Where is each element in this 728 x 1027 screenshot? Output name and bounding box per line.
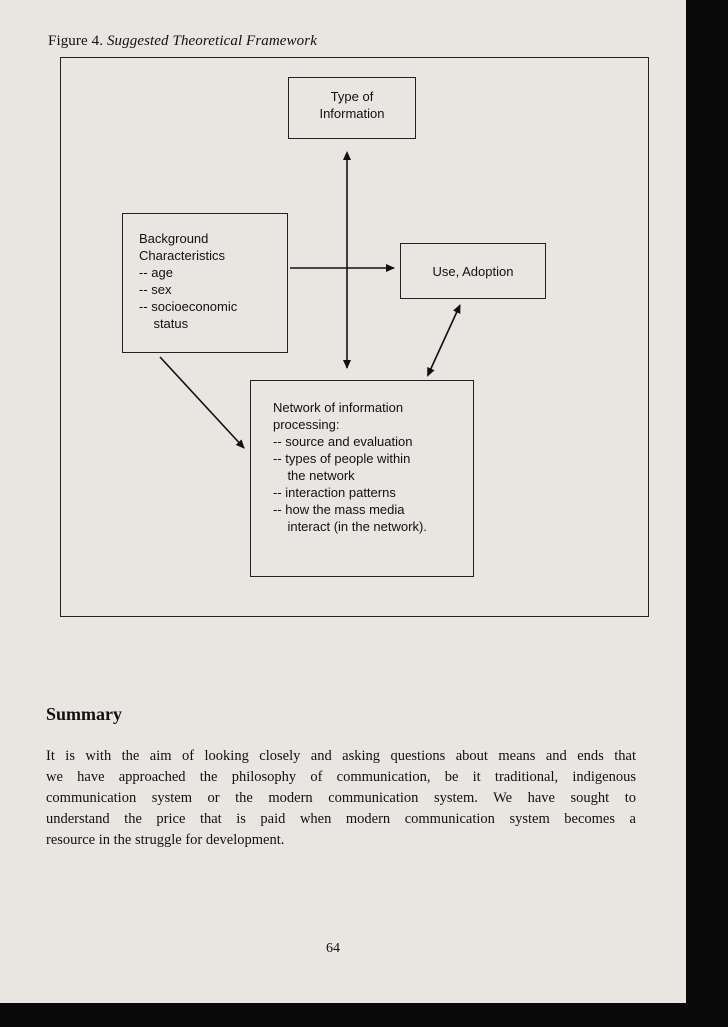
box-text: the network bbox=[273, 468, 355, 483]
box-text: processing: bbox=[273, 417, 340, 432]
box-text: -- how the mass media bbox=[273, 502, 405, 517]
box-text: Use, Adoption bbox=[432, 264, 514, 279]
box-text: -- interaction patterns bbox=[273, 485, 396, 500]
summary-paragraph bbox=[46, 746, 636, 851]
box-text: -- age bbox=[139, 265, 173, 280]
box-text: interact (in the network). bbox=[273, 519, 427, 534]
summary-line: we have approached the philosophy of communication, be it traditional, indigenous bbox=[46, 769, 636, 785]
summary-line: understand the price that is paid when modern communication system becomes a bbox=[46, 811, 636, 827]
box-text: Network of information bbox=[273, 400, 404, 415]
box-text: -- source and evaluation bbox=[273, 434, 413, 449]
figure-label: Figure 4. bbox=[48, 33, 104, 49]
box-text: -- types of people within bbox=[273, 451, 411, 466]
summary-line: resource in the struggle for development. bbox=[46, 832, 285, 848]
box-use-adoption bbox=[400, 243, 546, 299]
box-background-characteristics bbox=[122, 213, 288, 353]
box-type-of-information bbox=[288, 77, 416, 139]
figure-caption bbox=[48, 33, 317, 50]
summary-heading: Summary bbox=[46, 704, 122, 724]
page-number: 64 bbox=[326, 941, 340, 956]
box-text: -- sex bbox=[139, 282, 172, 297]
box-network-of-information bbox=[250, 380, 474, 577]
box-text: Type of bbox=[330, 89, 374, 104]
box-text: Information bbox=[319, 106, 385, 121]
scan-edge-right bbox=[686, 0, 728, 1027]
box-text: Background bbox=[139, 231, 209, 246]
box-text: -- socioeconomic bbox=[139, 299, 238, 314]
box-text: Characteristics bbox=[139, 248, 225, 263]
summary-line: communication system or the modern communication system. We have sought to bbox=[46, 790, 636, 806]
figure-title: Suggested Theoretical Framework bbox=[106, 33, 317, 49]
box-text: status bbox=[139, 316, 189, 331]
scan-edge-bottom bbox=[0, 1003, 728, 1027]
summary-line: It is with the aim of looking closely and asking questions about means and ends that bbox=[46, 748, 636, 764]
